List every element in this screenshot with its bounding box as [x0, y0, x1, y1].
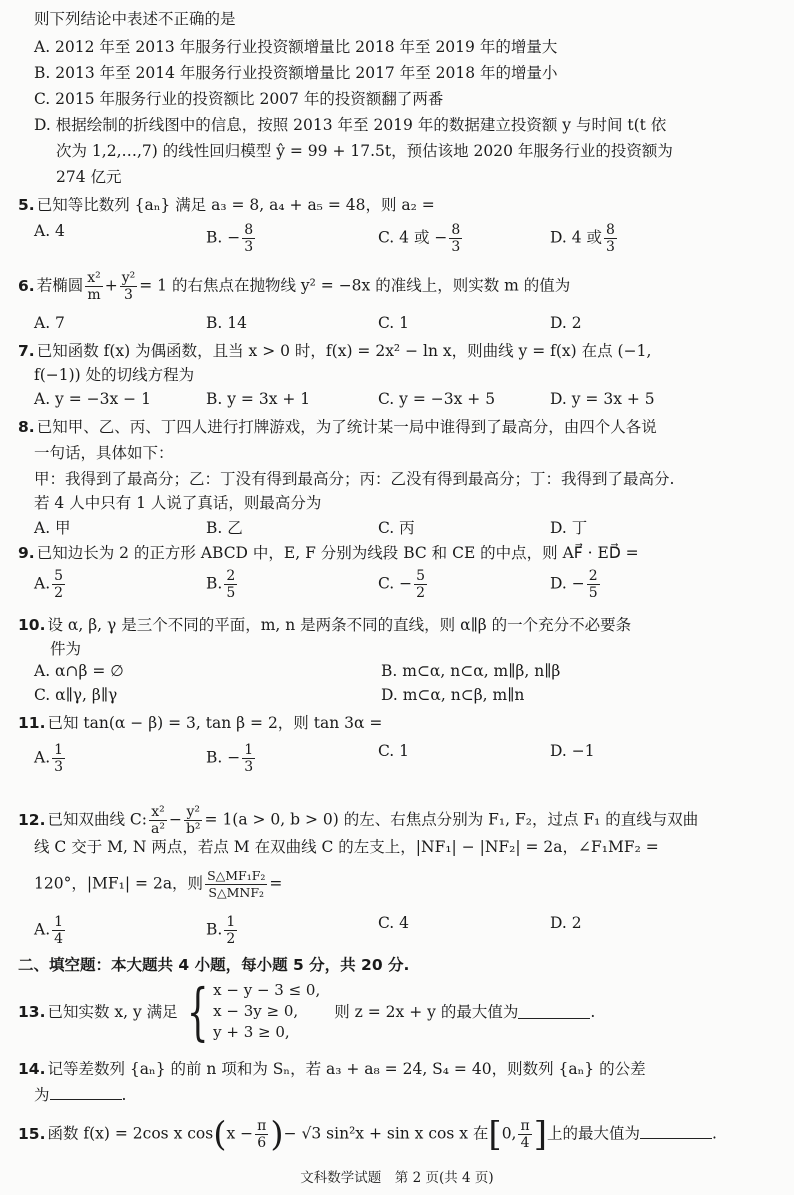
question-14-stem: 14. 记等差数列 {aₙ} 的前 n 项和为 Sₙ，若 a₃ + a₈ = 24, S₄ = 40，则数列 {aₙ} 的公差 [18, 1060, 646, 1078]
q9-option-c: C. − $\frac{5}{2}$ [378, 568, 426, 601]
q9-option-b: B. $\frac{2}{5}$ [206, 568, 236, 601]
q8-option-c: C. 丙 [378, 519, 415, 537]
q5-option-a: A. 4 [34, 222, 65, 240]
question-6-stem: 6. 若椭圆 $\frac{\text{x²}}{m}$ + $\frac{\text{y²}}{3}$ = 1 的右焦点在抛物线 y² = −8x 的准线上，则实数 m 的值为 [18, 270, 571, 303]
q11-option-c: C. 1 [378, 742, 410, 760]
q11-option-d: D. −1 [550, 742, 595, 760]
q4-option-d-line3: 274 亿元 [56, 168, 122, 186]
q9-option-a: A. $\frac{5}{2}$ [34, 568, 64, 601]
answer-blank[interactable] [518, 1004, 590, 1019]
q12-option-a: A. $\frac{1}{4}$ [34, 914, 64, 947]
question-12-options [34, 914, 774, 947]
q4-option-d-line1: D. 根据绘制的折线图中的信息，按照 2013 年至 2019 年的数据建立投资额 y 与时间 t(t 依 [34, 116, 667, 134]
question-8-stem-line3: 甲：我得到了最高分；乙：丁没有得到最高分；丙：乙没有得到最高分；丁：我得到了最高分. [34, 470, 675, 488]
question-9-stem: 9. 已知边长为 2 的正方形 ABCD 中，E, F 分别为线段 BC 和 CE 的中点，则 AF⃗ · ED⃗ = [18, 544, 639, 562]
answer-blank[interactable] [640, 1124, 712, 1139]
q12-option-b: B. $\frac{1}{2}$ [206, 914, 236, 947]
q5-option-d: D. 4 或 $\frac{8}{3}$ [550, 222, 615, 255]
q10-option-b: B. m⊂α, n⊂α, m∥β, n∥β [381, 662, 561, 680]
q7-option-d: D. y = 3x + 5 [550, 390, 655, 408]
question-12-stem-line3: 120°，|MF₁| = 2a，则 $\frac{\text{S△MF₁F₂}}{\text{S△MNF₂}}$ = [34, 868, 283, 900]
q8-option-d: D. 丁 [550, 519, 588, 537]
q4-stem-tail: 则下列结论中表述不正确的是 [34, 10, 236, 28]
q11-option-b: B. − $\frac{1}{3}$ [206, 742, 254, 775]
question-8-stem-line2: 一句话，具体如下： [34, 444, 174, 462]
q8-option-a: A. 甲 [34, 519, 71, 537]
q7-option-c: C. y = −3x + 5 [378, 390, 496, 408]
q6-option-c: C. 1 [378, 314, 410, 332]
q11-option-a: A. $\frac{1}{3}$ [34, 742, 64, 775]
question-8-options [34, 516, 774, 538]
question-15-stem: 15. 函数 f(x) = 2cos x cos(x − $\frac{\pi}{6}$ )− √3 sin²x + sin x cos x 在[0, $\frac{\pi}{4}$ ]上的最大值为 . [18, 1114, 717, 1155]
q6-option-b: B. 14 [206, 314, 247, 332]
question-12-stem: 12. 已知双曲线 C: $\frac{\text{x²}}{\text{a²}}$ − $\frac{\text{y²}}{\text{b²}}$ = 1(a > 0, b > 0) 的左、右焦点分别为 F₁, F₂，过点 F₁ 的直线与双曲 [18, 804, 699, 837]
q4-option-a: A. 2012 年至 2013 年服务行业投资额增量比 2018 年至 2019 年的增量大 [34, 38, 558, 56]
q8-option-b: B. 乙 [206, 519, 243, 537]
question-11-stem: 11. 已知 tan(α − β) = 3, tan β = 2，则 tan 3α = [18, 714, 383, 732]
question-11-options [34, 742, 774, 775]
q4-option-d-line2: 次为 1,2,…,7) 的线性回归模型 ŷ = 99 + 17.5t，预估该地 2020 年服务行业的投资额为 [56, 142, 673, 160]
q4-option-c: C. 2015 年服务行业的投资额比 2007 年的投资额翻了两番 [34, 90, 444, 108]
question-10-stem-line2: 件为 [50, 640, 82, 658]
question-5-stem: 5. 已知等比数列 {aₙ} 满足 a₃ = 8, a₄ + a₅ = 48，则 a₂ = [18, 196, 435, 214]
page-footer: 文科数学试题 第 2 页(共 4 页) [300, 1170, 494, 1186]
q7-option-b: B. y = 3x + 1 [206, 390, 311, 408]
question-7-stem-line2: f(−1)) 处的切线方程为 [34, 366, 195, 384]
q10-option-d: D. m⊂α, n⊂β, m∥n [381, 686, 525, 704]
q6-option-a: A. 7 [34, 314, 65, 332]
question-10-options-row2 [34, 686, 774, 704]
question-8-stem: 8. 已知甲、乙、丙、丁四人进行打牌游戏，为了统计某一局中谁得到了最高分，由四个人各说 [18, 418, 657, 436]
question-14-stem-line2: 为 . [34, 1086, 127, 1104]
q9-option-d: D. − $\frac{2}{5}$ [550, 568, 598, 601]
answer-blank[interactable] [50, 1085, 122, 1100]
question-12-stem-line2: 线 C 交于 M, N 两点，若点 M 在双曲线 C 的左支上，|NF₁| − |NF₂| = 2a，∠F₁MF₂ = [34, 838, 659, 856]
question-5-options [34, 222, 774, 255]
section-2-heading: 二、填空题：本大题共 4 小题，每小题 5 分，共 20 分. [18, 956, 410, 974]
brace-icon: { [186, 974, 209, 1048]
q10-option-a: A. α∩β = ∅ [34, 662, 124, 680]
q7-option-a: A. y = −3x − 1 [34, 390, 151, 408]
question-10-stem: 10. 设 α, β, γ 是三个不同的平面，m, n 是两条不同的直线，则 α∥β 的一个充分不必要条 [18, 616, 632, 634]
q5-option-b: B. − $\frac{8}{3}$ [206, 222, 254, 255]
question-number: 5. [18, 196, 35, 214]
question-10-options-row1 [34, 662, 774, 680]
question-7-options [34, 390, 774, 408]
question-6-options [34, 314, 774, 332]
question-7-stem: 7. 已知函数 f(x) 为偶函数，且当 x > 0 时，f(x) = 2x² − ln x，则曲线 y = f(x) 在点 (−1, [18, 342, 652, 360]
q12-option-d: D. 2 [550, 914, 582, 932]
q12-option-c: C. 4 [378, 914, 410, 932]
question-8-stem-line4: 若 4 人中只有 1 人说了真话，则最高分为 [34, 494, 322, 512]
question-9-options [34, 568, 774, 601]
q4-option-b: B. 2013 年至 2014 年服务行业投资额增量比 2017 年至 2018 年的增量小 [34, 64, 558, 82]
q5-option-c: C. 4 或 − $\frac{8}{3}$ [378, 222, 461, 255]
question-13-stem: 13. 已知实数 x, y 满足 { x − y − 3 ≤ 0, x − 3y ≥ 0, y + 3 ≥ 0, 则 z = 2x + y 的最大值为 . [18, 974, 596, 1048]
q10-option-c: C. α∥γ, β∥γ [34, 686, 118, 704]
constraint-system: { x − y − 3 ≤ 0, x − 3y ≥ 0, y + 3 ≥ 0, [186, 974, 321, 1048]
q6-option-d: D. 2 [550, 314, 582, 332]
